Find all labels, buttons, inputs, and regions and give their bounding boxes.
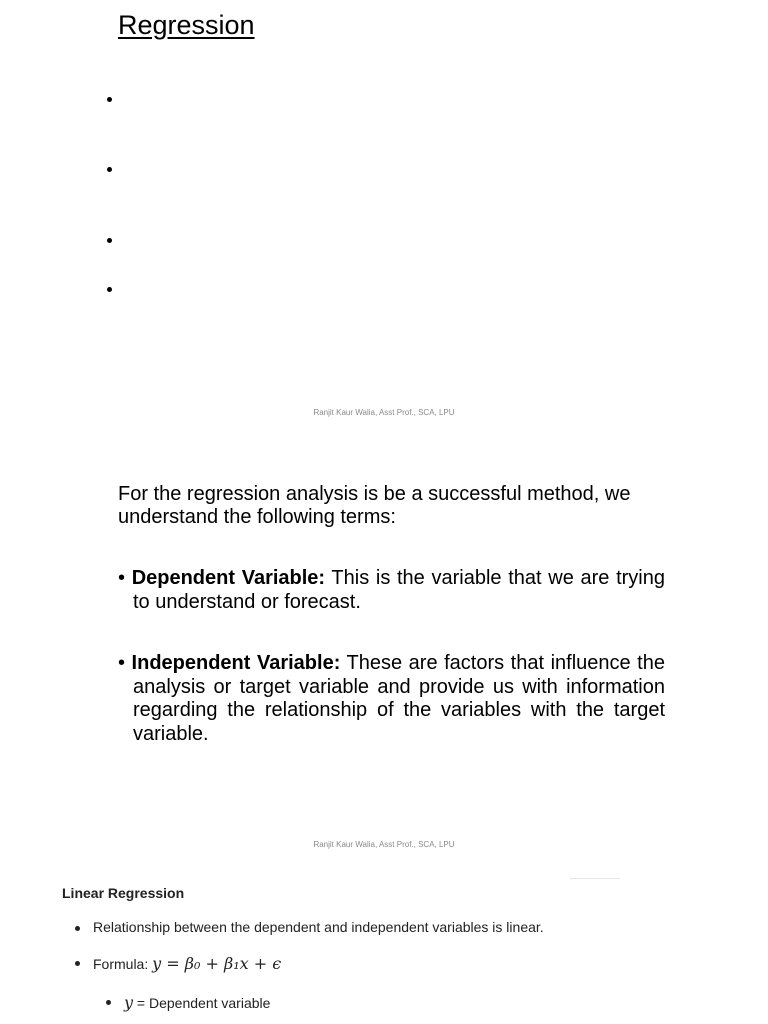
bullet-icon (107, 167, 112, 172)
intro-text: For the regression analysis is be a successful method, we understand the following terms: (118, 483, 631, 528)
slide-footer: Ranjit Kaur Walia, Asst Prof., SCA, LPU (313, 840, 455, 849)
symbol: y (124, 993, 134, 1012)
term: Dependent Variable: (131, 567, 326, 589)
term: Independent Variable: (131, 652, 341, 674)
description: = Dependent variable (133, 995, 271, 1011)
slide-title: Regression (118, 10, 255, 40)
definition: This is the variable that we are trying to understand or forecast. (133, 567, 665, 613)
definition: These are factors that influence the analysis or target variable and provide us with information regarding the relationship of the variables with the target variable. (133, 652, 665, 745)
bullet-dependent-variable: • Dependent Variable: This is the variable that we are trying to understand or forecast. (118, 567, 665, 613)
bullet-independent-variable: • Independent Variable: These are factors that influence the analysis or target variable and provide us with information regarding the relationship of the variables with the target variable. (118, 652, 665, 745)
list-item: Relationship between the dependent and independent variables is linear. (93, 919, 544, 935)
section-heading: Linear Regression (62, 885, 185, 901)
bullet-icon (107, 287, 112, 292)
slide-footer: Ranjit Kaur Walia, Asst Prof., SCA, LPU (313, 408, 455, 417)
bullet-icon (107, 97, 112, 102)
list-item (93, 954, 281, 973)
divider (570, 878, 620, 879)
label: Formula: (93, 956, 153, 972)
sub-list-item (124, 993, 270, 1012)
bullet-icon (107, 238, 112, 243)
formula: y = β₀ + β₁x + ϵ (152, 954, 282, 973)
